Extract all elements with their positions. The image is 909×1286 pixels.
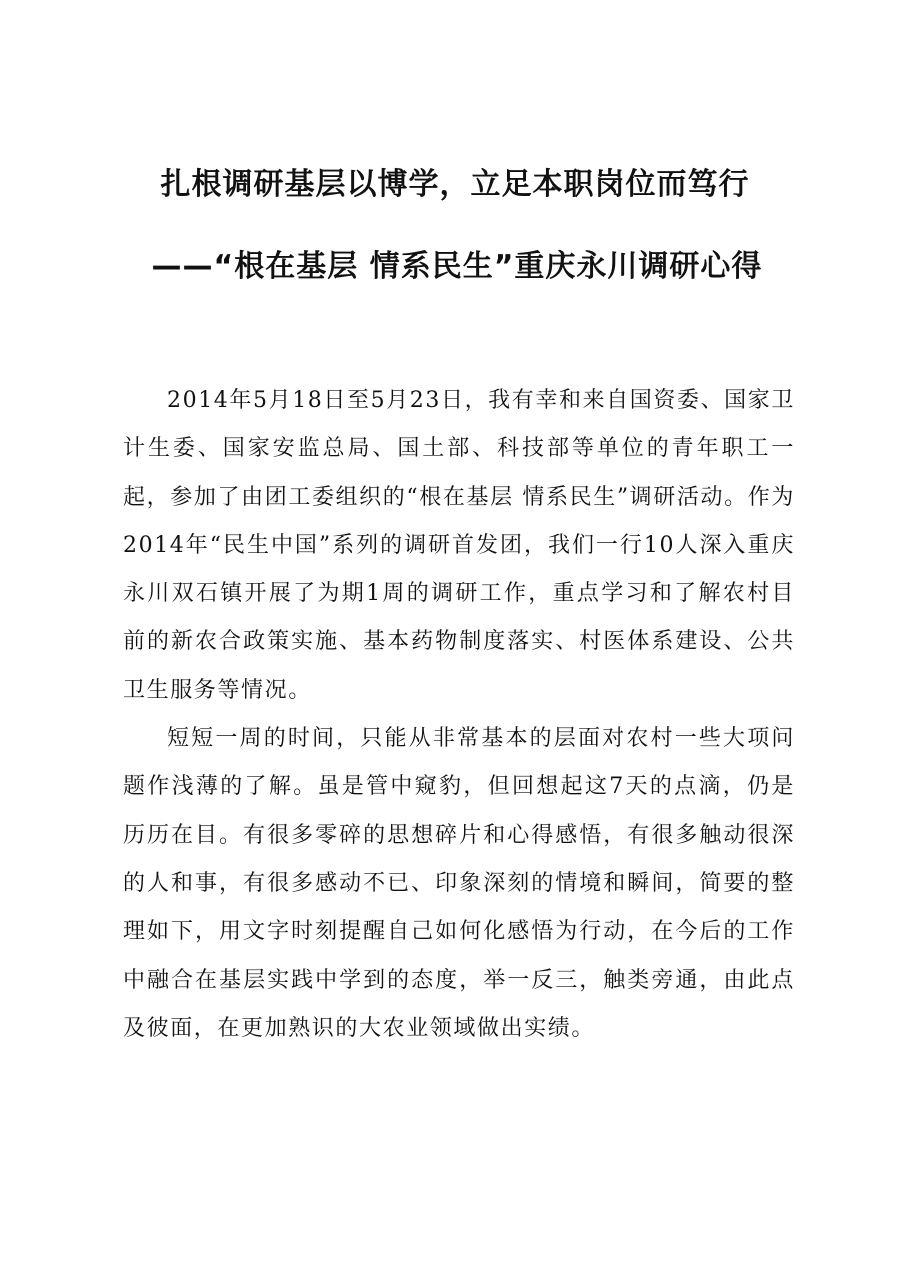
body-paragraph-1: 2014年5月18日至5月23日，我有幸和来自国资委、国家卫计生委、国家安监总局、国土部、科技部等单位的青年职工一起，参加了由团工委组织的“根在基层 情系民生”调研活动。作为2014年“民生中国”系列的调研首发团，我们一行10人深入重庆永川双石镇开展了为期1周的调研工作，重点学习和了解农村目前的新农合政策实施、基本药物制度落实、村医体系建设、公共卫生服务等情况。 (123, 388, 795, 703)
body-paragraph-2: 短短一周的时间，只能从非常基本的层面对农村一些大项问题作浅薄的了解。虽是管中窥豹，但回想起这7天的点滴，仍是历历在目。有很多零碎的思想碎片和心得感悟，有很多触动很深的人和事，有很多感动不已、印象深刻的情境和瞬间，简要的整理如下，用文字时刻提醒自己如何化感悟为行动，在今后的工作中融合在基层实践中学到的态度，举一反三，触类旁通，由此点及彼面，在更加熟识的大农业领域做出实绩。 (123, 726, 795, 1041)
document-subtitle: ——“根在基层 情系民生”重庆永川调研心得 (151, 249, 763, 284)
document-body (123, 377, 795, 1053)
document-title: 扎根调研基层以博学，立足本职岗位而笃行 (160, 167, 750, 202)
